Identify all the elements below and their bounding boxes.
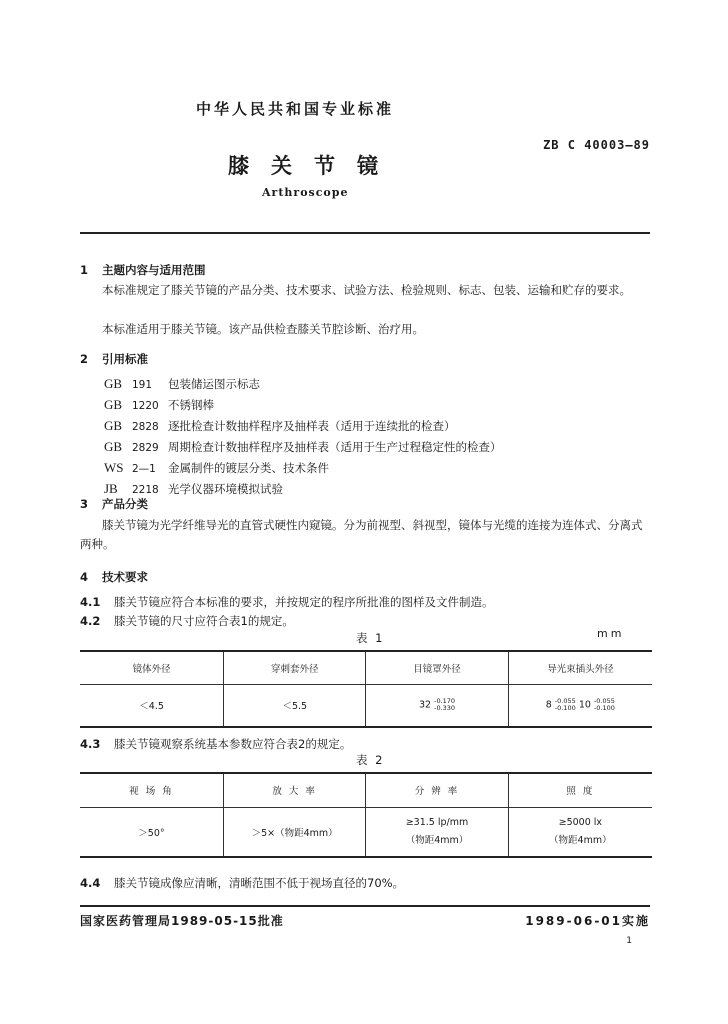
- ref-prefix: GB: [104, 439, 123, 454]
- ref-number: 191: [132, 379, 153, 391]
- section-1-paragraph-2: 本标准适用于膝关节镜。该产品供检查膝关节腔诊断、治疗用。: [102, 322, 424, 336]
- illuminance-condition: （物距4mm）: [549, 834, 612, 846]
- section-4-heading: [80, 569, 148, 585]
- clause-number: 4.1: [80, 595, 101, 609]
- table-header: 放 大 率: [223, 773, 365, 807]
- tolerance: [555, 698, 576, 712]
- table-header: 穿刺套外径: [224, 651, 366, 684]
- upper-deviation: -0.055: [554, 697, 576, 706]
- ref-number: 2829: [132, 442, 159, 454]
- ref-number: 1220: [132, 400, 159, 412]
- ref-title: 逐批检查计数抽样程序及抽样表（适用于连续批的检查）: [168, 419, 456, 433]
- table-1-caption: 表 1: [356, 631, 385, 645]
- section-title: 引用标准: [102, 352, 148, 366]
- table-header: 导光束插头外径: [508, 651, 652, 684]
- section-number: 3: [80, 497, 89, 511]
- header-divider: [80, 232, 650, 234]
- resolution-value: ≥31.5 lp/mm: [405, 816, 469, 828]
- clause-text: 膝关节镜观察系统基本参数应符合表2的规定。: [114, 737, 352, 751]
- upper-deviation: -0.170: [434, 697, 456, 706]
- implementation-date: 1989-06-01实施: [525, 914, 650, 928]
- ref-prefix: GB: [104, 397, 123, 412]
- table-1-unit: mm: [597, 627, 625, 640]
- lower-deviation: -0.100: [554, 704, 576, 713]
- table-cell: ＞50°: [138, 827, 165, 839]
- table-2-caption: 表 2: [356, 753, 385, 767]
- table-cell: ＜5.5: [224, 684, 366, 727]
- section-title: 产品分类: [102, 497, 148, 511]
- ref-prefix: JB: [104, 481, 118, 496]
- table-header: 分 辨 率: [366, 773, 508, 807]
- clause-text: 膝关节镜成像应清晰，清晰范围不低于视场直径的70%。: [114, 876, 405, 890]
- page-number: 1: [626, 936, 632, 946]
- table-row: [80, 684, 652, 727]
- clause-4-1: [80, 593, 650, 612]
- issuing-organization: 中华人民共和国专业标准: [196, 100, 395, 118]
- section-number: 2: [80, 352, 89, 366]
- clause-number: 4.3: [80, 737, 101, 751]
- section-1-heading: [80, 262, 206, 278]
- clause-text: 膝关节镜的尺寸应符合表1的规定。: [114, 614, 294, 628]
- approval-statement: 国家医药管理局1989-05-15批准: [80, 914, 284, 928]
- list-item: [104, 479, 664, 500]
- illuminance-value: ≥5000 lx: [558, 816, 603, 828]
- table-cell: [508, 807, 652, 857]
- clause-number: 4.2: [80, 614, 101, 628]
- table-cell: [366, 807, 508, 857]
- nominal-value: 8: [545, 699, 552, 711]
- clause-text: 膝关节镜应符合本标准的要求，并按规定的程序所批准的图样及文件制造。: [114, 595, 494, 609]
- ref-title: 金属制件的镀层分类、技术条件: [168, 461, 329, 475]
- table-header: 照 度: [508, 773, 652, 807]
- ref-title: 不锈钢棒: [168, 398, 214, 412]
- document-title: 膝关节镜: [228, 154, 400, 178]
- lower-deviation: -0.330: [434, 704, 456, 713]
- tolerance: [434, 698, 455, 712]
- upper-deviation: -0.055: [593, 697, 615, 706]
- tolerance: [594, 698, 615, 712]
- table-header: 视 场 角: [80, 773, 223, 807]
- ref-number: 2218: [132, 484, 159, 496]
- section-3-heading: [80, 496, 148, 512]
- clause-4-2: [80, 612, 650, 631]
- table-cell: ＜4.5: [139, 701, 164, 713]
- section-number: 1: [80, 263, 89, 277]
- list-item: [104, 458, 664, 479]
- resolution-condition: （物距4mm）: [405, 834, 469, 846]
- table-header: 镜体外径: [80, 651, 224, 684]
- nominal-value: 10: [578, 699, 591, 711]
- section-3-paragraph: 膝关节镜为光学纤维导光的直管式硬性内窥镜。分为前视型、斜视型，镜体与光缆的连接为连体式、分离式两种。: [80, 518, 643, 551]
- ref-prefix: GB: [104, 376, 123, 391]
- section-title: 主题内容与适用范围: [102, 263, 206, 277]
- section-title: 技术要求: [102, 570, 148, 584]
- document-title-english: Arthroscope: [262, 186, 349, 199]
- clause-number: 4.4: [80, 876, 101, 890]
- ref-number: 2—1: [132, 463, 156, 475]
- table-cell: ＞5×（物距4mm）: [223, 807, 365, 857]
- ref-number: 2828: [132, 421, 159, 433]
- table-2: [80, 772, 652, 858]
- ref-title: 周期检查计数抽样程序及抽样表（适用于生产过程稳定性的检查）: [168, 440, 502, 454]
- ref-prefix: GB: [104, 418, 123, 433]
- lower-deviation: -0.100: [593, 704, 615, 713]
- ref-title: 光学仪器环境模拟试验: [168, 482, 283, 496]
- table-header: 目镜罩外径: [366, 651, 508, 684]
- table-cell: [366, 684, 508, 727]
- list-item: [104, 416, 664, 437]
- standard-code: ZB C 40003—89: [543, 138, 650, 152]
- table-cell: [508, 684, 652, 727]
- list-item: [104, 437, 664, 458]
- table-1: [80, 650, 652, 728]
- section-2-heading: [80, 351, 148, 367]
- list-item: [104, 374, 664, 395]
- nominal-value: 32: [418, 699, 432, 711]
- ref-prefix: WS: [104, 460, 124, 475]
- clause-4-4: [80, 874, 650, 893]
- footer-divider: [80, 905, 650, 907]
- list-item: [104, 395, 664, 416]
- referenced-standards-list: [104, 374, 664, 500]
- section-1-paragraph-1: 本标准规定了膝关节镜的产品分类、技术要求、试验方法、检验规则、标志、包装、运输和贮存的要求。: [102, 283, 631, 297]
- section-number: 4: [80, 570, 89, 584]
- table-row: [80, 807, 652, 857]
- ref-title: 包装储运图示标志: [168, 377, 260, 391]
